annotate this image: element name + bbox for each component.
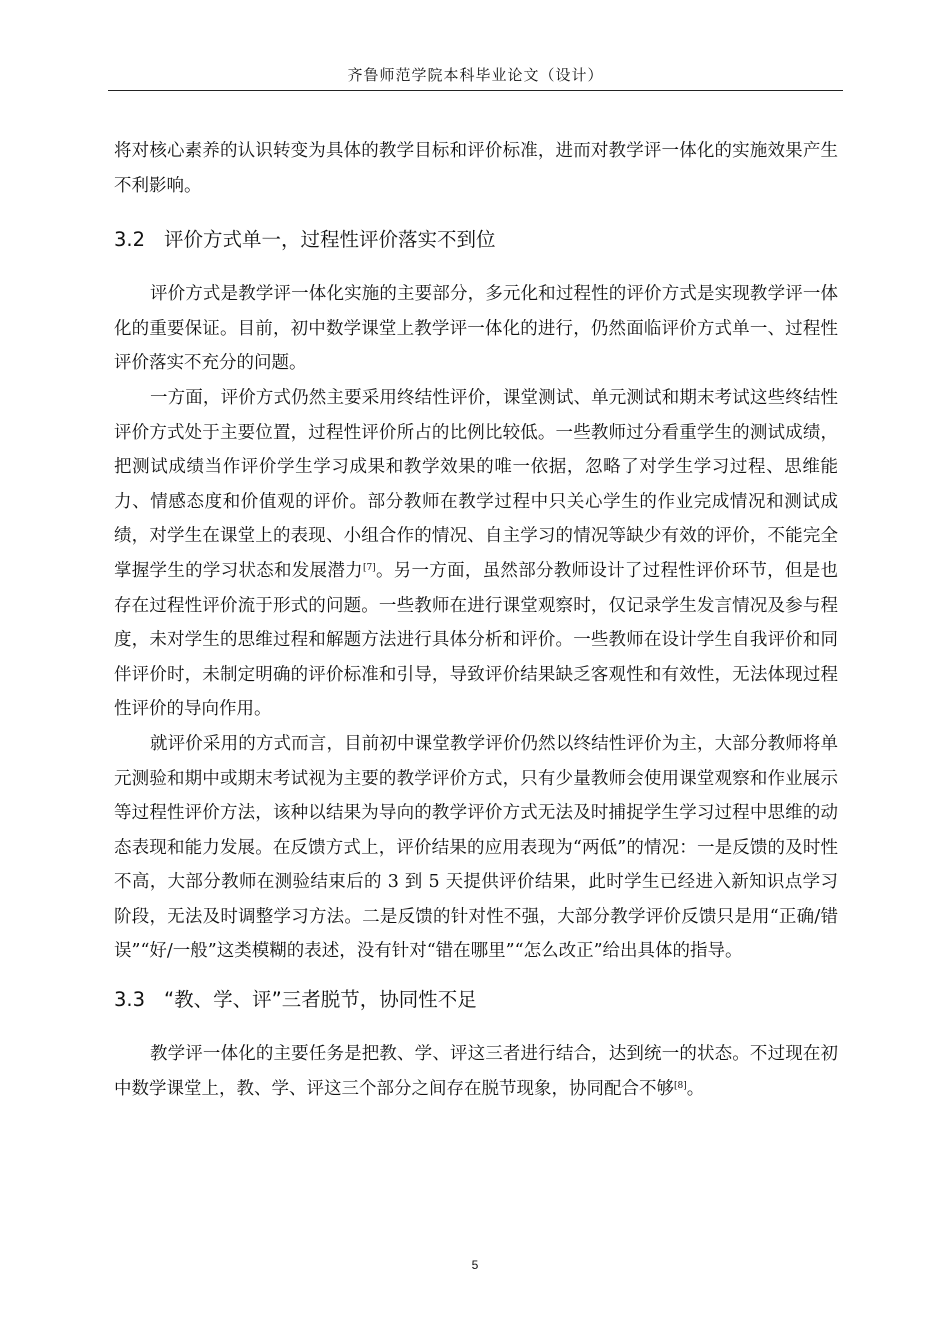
continuation-paragraph: 将对核心素养的认识转变为具体的教学目标和评价标准，进而对教学评一体化的实施效果产生不利影响。 xyxy=(114,141,838,196)
section-heading-3-2 xyxy=(114,225,838,255)
section-title: 评价方式单一，过程性评价落实不到位 xyxy=(164,228,496,252)
paragraph xyxy=(114,381,838,727)
section-heading-3-3 xyxy=(114,985,838,1015)
citation-ref: [7] xyxy=(362,562,376,573)
running-header-title: 齐鲁师范学院本科毕业论文（设计） xyxy=(347,66,604,84)
citation-ref: [8] xyxy=(674,1080,687,1091)
paragraph-text: 一方面，评价方式仍然主要采用终结性评价，课堂测试、单元测试和期末考试这些终结性评价方式处于主要位置，过程性评价所占的比例比较低。一些教师过分看重学生的测试成绩，把测试成绩当作评价学生学习成果和教学效果的唯一依据，忽略了对学生学习过程、思维能力、情感态度和价值观的评价。部分教师在教学过程中只关心学生的作业完成情况和测试成绩，对学生在课堂上的表现、小组合作的情况、自主学习的情况等缺少有效的评价，不能完全掌握学生的学习状态和发展潜力 xyxy=(114,387,838,581)
paragraph-text: 。 xyxy=(686,1078,705,1099)
page-body xyxy=(114,134,838,1106)
page-number: 5 xyxy=(471,1258,479,1272)
section-number: 3.3 xyxy=(114,988,146,1012)
section-title: “教、学、评”三者脱节，协同性不足 xyxy=(164,988,477,1012)
paragraph: 评价方式是教学评一体化实施的主要部分，多元化和过程性的评价方式是实现教学评一体化的重要保证。目前，初中数学课堂上教学评一体化的进行，仍然面临评价方式单一、过程性评价落实不充分的问题。 xyxy=(114,284,838,374)
running-header xyxy=(108,64,843,91)
paragraph-text: 。另一方面，虽然部分教师设计了过程性评价环节，但是也存在过程性评价流于形式的问题。一些教师在进行课堂观察时，仅记录学生发言情况及参与程度，未对学生的思维过程和解题方法进行具体分析和评价。一些教师在设计学生自我评价和同伴评价时，未制定明确的评价标准和引导，导致评价结果缺乏客观性和有效性，无法体现过程性评价的导向作用。 xyxy=(114,560,838,720)
paragraph: 就评价采用的方式而言，目前初中课堂教学评价仍然以终结性评价为主，大部分教师将单元测验和期中或期末考试视为主要的教学评价方式，只有少量教师会使用课堂观察和作业展示等过程性评价方法，该种以结果为导向的教学评价方式无法及时捕捉学生学习过程中思维的动态表现和能力发展。在反馈方式上，评价结果的应用表现为“两低”的情况：一是反馈的及时性不高，大部分教师在测验结束后的 3 到 5 天提供评价结果，此时学生已经进入新知识点学习阶段，无法及时调整学习方法。二是反馈的针对性不强，大部分教学评价反馈只是用“正确/错误”“好/一般”这类模糊的表述，没有针对“错在哪里”“怎么改正”给出具体的指导。 xyxy=(114,733,838,962)
paragraph xyxy=(114,1037,838,1106)
section-number: 3.2 xyxy=(114,228,146,252)
paragraph-text: 教学评一体化的主要任务是把教、学、评这三者进行结合，达到统一的状态。不过现在初中数学课堂上，教、学、评这三个部分之间存在脱节现象，协同配合不够 xyxy=(114,1044,838,1099)
